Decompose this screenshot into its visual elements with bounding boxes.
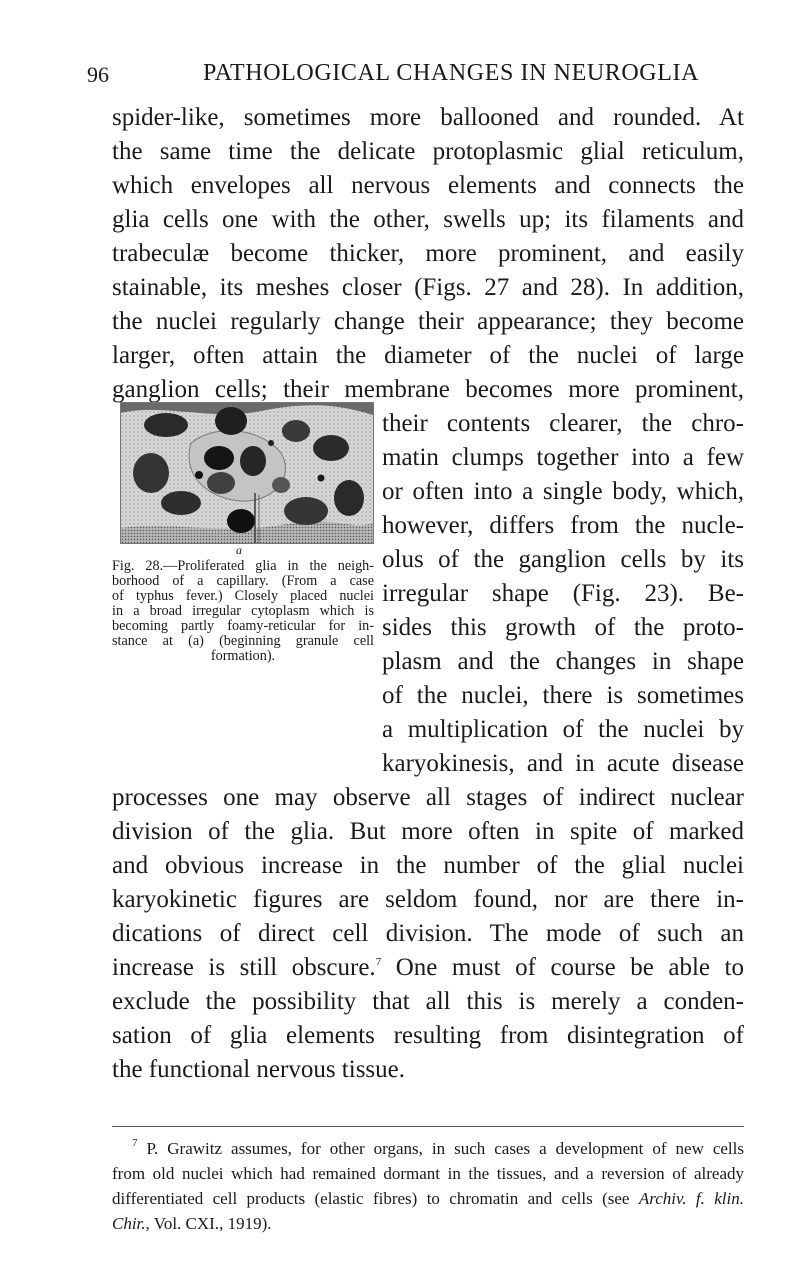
text-segment: One must of course be able to <box>381 954 744 981</box>
body-line: division of the glia. But more often in spite of marked <box>112 818 744 845</box>
footnote-text: P. Grawitz assumes, for other organs, in such cases a development of new cells <box>137 1139 744 1158</box>
figure-caption-line: borhood of a capillary. (From a case <box>112 573 374 589</box>
footnote-reference: 7 <box>375 955 382 968</box>
text-segment: increase is still obscure. <box>112 954 376 981</box>
footnote-line: from old nuclei which had remained dormant in the tissues, and a reversion of already <box>112 1164 744 1183</box>
body-line: glia cells one with the other, swells up; its filaments and <box>112 206 744 233</box>
body-line: which envelopes all nervous elements and connects the <box>112 172 744 199</box>
footnote-text: differentiated cell products (elastic fibres) to chromatin and cells (see <box>112 1189 639 1208</box>
figure-caption-line: becoming partly foamy-reticular for in- <box>112 618 374 634</box>
body-line: ganglion cells; their membrane becomes more prominent, <box>112 376 744 403</box>
footnote-text: , Vol. CXI., 1919). <box>145 1214 272 1233</box>
body-line: processes one may observe all stages of indirect nuclear <box>112 784 744 811</box>
body-line: sides this growth of the proto- <box>382 614 744 641</box>
body-line: matin clumps together into a few <box>382 444 744 471</box>
body-line: larger, often attain the diameter of the nuclei of large <box>112 342 744 369</box>
body-line: irregular shape (Fig. 23). Be- <box>382 580 744 607</box>
body-line: karyokinetic figures are seldom found, nor are there in- <box>112 886 744 913</box>
body-line: plasm and the changes in shape <box>382 648 744 675</box>
body-line: a multiplication of the nuclei by <box>382 716 744 743</box>
page-number: 96 <box>87 62 109 87</box>
body-line: dications of direct cell division. The mode of such an <box>112 920 744 947</box>
figure-caption-line: in a broad irregular cytoplasm which is <box>112 603 374 619</box>
body-line: the nuclei regularly change their appearance; they become <box>112 308 744 335</box>
journal-title: Chir. <box>112 1214 146 1233</box>
body-line: or often into a single body, which, <box>382 478 744 505</box>
running-title: PATHOLOGICAL CHANGES IN NEUROGLIA <box>203 60 700 86</box>
figure-caption-line: stance at (a) (beginning granule cell <box>112 633 374 649</box>
footnote-number: 7 <box>132 1137 138 1150</box>
body-line: olus of the ganglion cells by its <box>382 546 744 573</box>
body-line: karyokinesis, and in acute disease <box>382 750 744 777</box>
figure-caption-line: of typhus fever.) Closely placed nuclei <box>112 588 374 604</box>
body-line: and obvious increase in the number of the glial nuclei <box>112 852 744 879</box>
body-line: trabeculæ become thicker, more prominent, and easily <box>112 240 744 267</box>
body-line: however, differs from the nucle- <box>382 512 744 539</box>
footnote-line <box>112 1187 744 1210</box>
figure-marker-a: a <box>236 543 242 557</box>
body-line: the functional nervous tissue. <box>112 1056 405 1083</box>
footnote-line <box>132 1137 744 1160</box>
footnote-divider <box>112 1126 744 1127</box>
figure-caption-line: Fig. 28.—Proliferated glia in the neigh- <box>112 558 374 574</box>
body-line-with-footnote-ref <box>112 953 744 983</box>
body-line: the same time the delicate protoplasmic glial reticulum, <box>112 138 744 165</box>
figure-28-micrograph <box>120 402 374 544</box>
body-line: sation of glia elements resulting from disintegration of <box>112 1022 744 1049</box>
micrograph-illustration <box>121 403 373 543</box>
journal-title: Archiv. f. klin. <box>638 1189 744 1208</box>
body-line: stainable, its meshes closer (Figs. 27 and 28). In addition, <box>112 274 744 301</box>
body-line: spider-like, sometimes more ballooned and rounded. At <box>112 104 744 131</box>
footnote-line <box>112 1212 272 1235</box>
body-line: of the nuclei, there is sometimes <box>382 682 744 709</box>
body-line: their contents clearer, the chro- <box>382 410 744 437</box>
figure-caption-line: formation). <box>210 648 276 664</box>
body-line: exclude the possibility that all this is merely a conden- <box>112 988 744 1015</box>
